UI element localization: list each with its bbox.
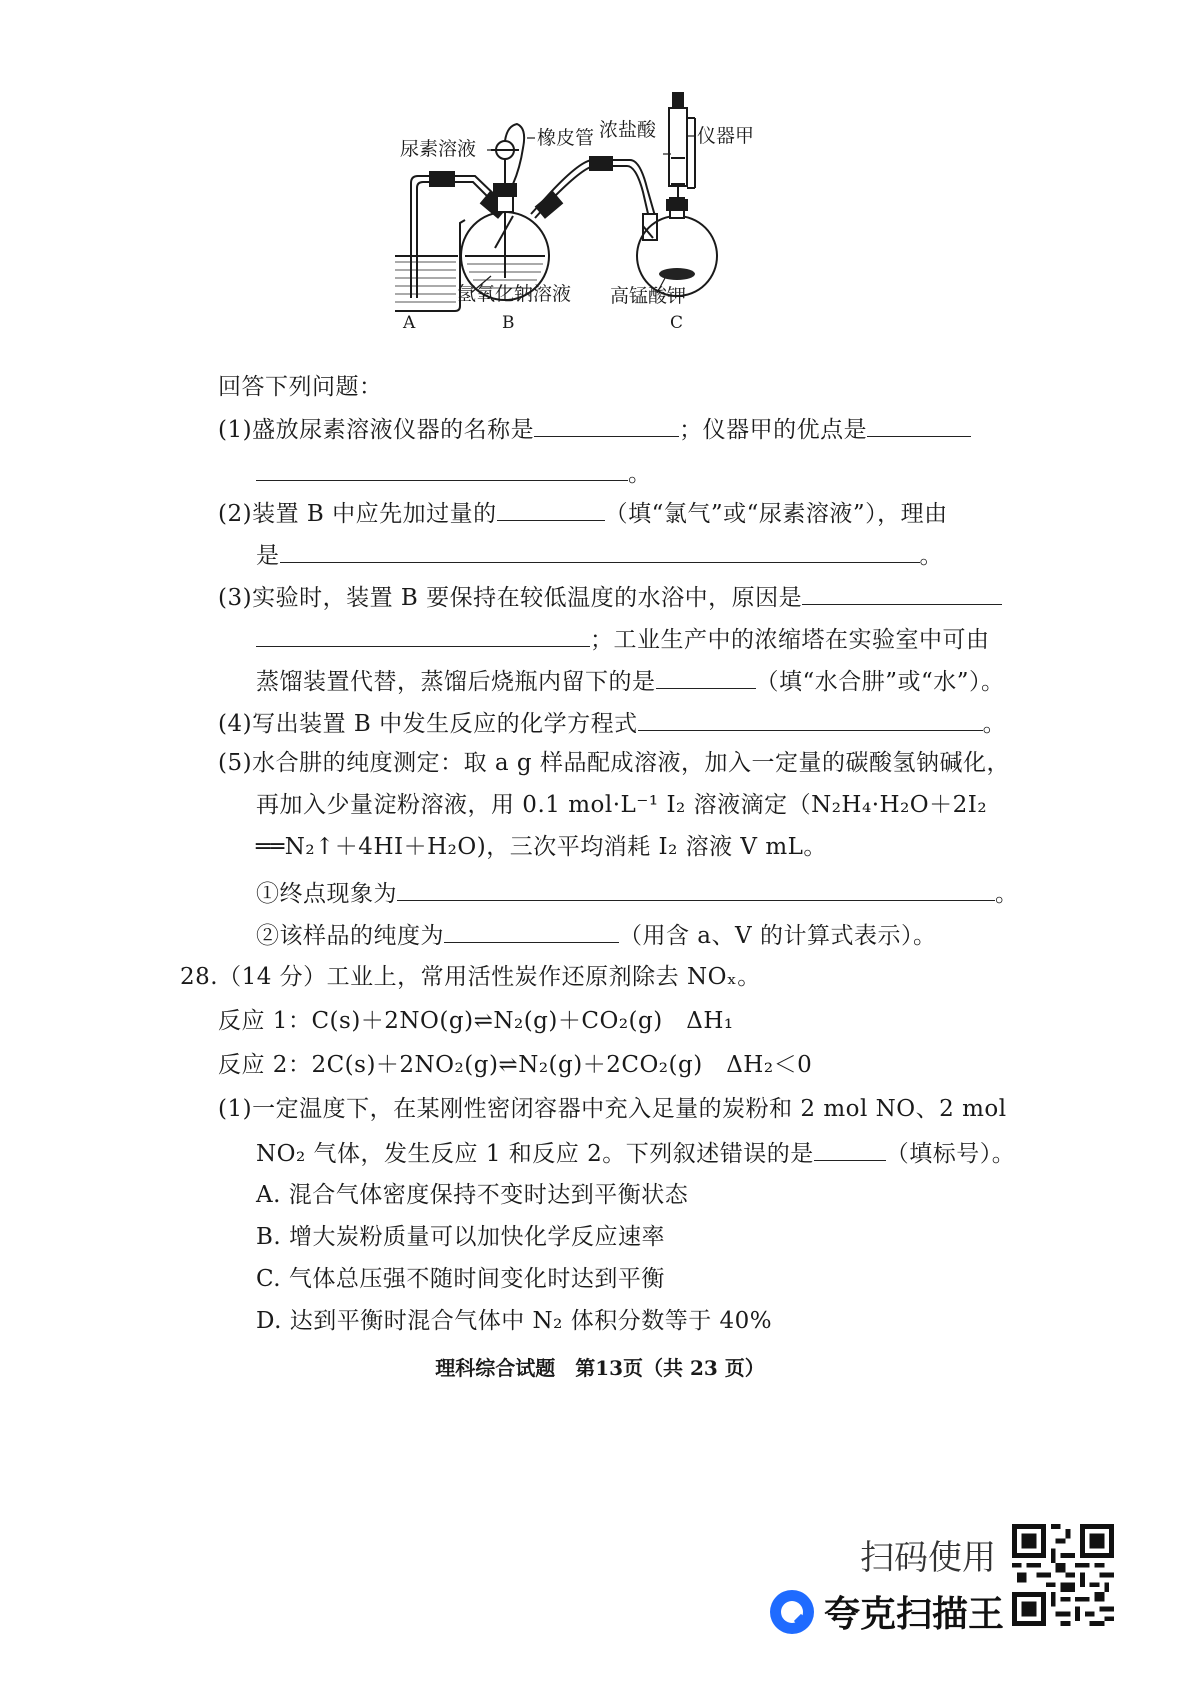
q1-text-a: (1)盛放尿素溶液仪器的名称是 xyxy=(218,417,535,443)
question-4 xyxy=(218,706,1006,739)
answer-blank[interactable] xyxy=(638,706,983,731)
answer-blank[interactable] xyxy=(656,664,756,689)
label-instrument-a: 仪器甲 xyxy=(697,125,755,147)
q3-text-a: (3)实验时，装置 B 要保持在较低温度的水浴中，原因是 xyxy=(218,585,803,611)
reaction-1: 反应 1：C(s)＋2NO(g)⇌N₂(g)＋CO₂(g) ΔH₁ xyxy=(218,1008,734,1034)
answer-blank[interactable] xyxy=(397,876,995,901)
q2-text-a: (2)装置 B 中应先加过量的 xyxy=(218,501,497,527)
question-5-cont: 再加入少量淀粉溶液，用 0.1 mol·L⁻¹ I₂ 溶液滴定（N₂H₄·H₂O＋2I₂ xyxy=(256,792,988,818)
option-c: C. 气体总压强不随时间变化时达到平衡 xyxy=(256,1266,665,1292)
q4-end: 。 xyxy=(982,711,1007,737)
question-2 xyxy=(218,496,948,529)
q28-1-end: （填标号）。 xyxy=(885,1141,1016,1167)
scanner-brand xyxy=(770,1586,1004,1637)
q3-text-c: 蒸馏装置代替，蒸馏后烧瓶内留下的是 xyxy=(256,669,656,695)
answer-blank[interactable] xyxy=(534,412,679,437)
answer-blank[interactable] xyxy=(280,538,920,563)
option-b: B. 增大炭粉质量可以加快化学反应速率 xyxy=(256,1224,666,1250)
q5-2-text: ②该样品的纯度为 xyxy=(256,923,444,949)
q4-text-a: (4)写出装置 B 中发生反应的化学方程式 xyxy=(218,711,638,737)
scan-to-use-label: 扫码使用 xyxy=(860,1538,996,1578)
beaker-a-liquid xyxy=(395,262,456,302)
label-conc-hcl: 浓盐酸 xyxy=(599,119,657,141)
question-1 xyxy=(218,412,971,445)
q3-text-b: ；工业生产中的浓缩塔在实验室中可由 xyxy=(590,627,990,653)
question-28-heading: 28.（14 分）工业上，常用活性炭作还原剂除去 NOₓ。 xyxy=(180,964,761,990)
label-c: C xyxy=(670,313,684,333)
tube-b-c xyxy=(495,157,657,248)
q28-1-text: NO₂ 气体，发生反应 1 和反应 2。下列叙述错误的是 xyxy=(256,1141,814,1167)
label-kmno4: 高锰酸钾 xyxy=(610,285,687,307)
q5-1-end: 。 xyxy=(995,881,1019,907)
question-1-cont xyxy=(256,456,652,489)
q5-1-text: ①终点现象为 xyxy=(256,881,397,907)
q2-text-c: 是 xyxy=(256,543,280,569)
label-naoh: 氢氧化钠溶液 xyxy=(457,283,572,305)
question-3-cont2 xyxy=(256,664,1005,697)
qr-code-icon[interactable] xyxy=(1012,1524,1114,1626)
flask-c xyxy=(637,198,717,296)
option-d: D. 达到平衡时混合气体中 N₂ 体积分数等于 40% xyxy=(256,1308,773,1334)
q3-text-d: （填“水合肼”或“水”）。 xyxy=(755,669,1005,695)
tube-a-b xyxy=(411,172,507,298)
instrument-a-funnel xyxy=(669,93,695,200)
question-3 xyxy=(218,580,1002,613)
label-urea: 尿素溶液 xyxy=(400,138,477,160)
label-b: B xyxy=(502,313,515,333)
question-5-cont2: ══N₂↑＋4HI＋H₂O)，三次平均消耗 I₂ 溶液 V mL。 xyxy=(256,834,827,860)
label-rubber-tube: 橡皮管 xyxy=(537,127,595,149)
answer-blank[interactable] xyxy=(802,580,1002,605)
brand-logo-icon xyxy=(770,1590,814,1634)
question-5-part1 xyxy=(256,876,1019,909)
q1-text-b: ；仪器甲的优点是 xyxy=(679,417,868,443)
apparatus-diagram xyxy=(395,88,775,338)
page-footer: 理科综合试题 第13页（共 23 页） xyxy=(435,1356,765,1380)
q2-text-b: （填“氯气”或“尿素溶液”），理由 xyxy=(604,501,948,527)
q1-end: 。 xyxy=(628,461,652,487)
q5-2-end: （用含 a、V 的计算式表示）。 xyxy=(619,923,937,949)
q2-end: 。 xyxy=(919,543,943,569)
question-5-part2 xyxy=(256,918,936,951)
beaker-a xyxy=(395,220,465,311)
answer-blank[interactable] xyxy=(497,496,605,521)
reaction-2: 反应 2：2C(s)＋2NO₂(g)⇌N₂(g)＋2CO₂(g) ΔH₂＜0 xyxy=(218,1052,813,1078)
question-2-cont xyxy=(256,538,943,571)
answer-blank[interactable] xyxy=(444,918,619,943)
answer-blank[interactable] xyxy=(256,622,590,647)
answer-blank[interactable] xyxy=(867,412,971,437)
question-5: (5)水合肼的纯度测定：取 a g 样品配成溶液，加入一定量的碳酸氢钠碱化， xyxy=(218,750,1010,776)
answer-blank[interactable] xyxy=(814,1136,886,1161)
answer-blank[interactable] xyxy=(256,456,628,481)
question-3-cont xyxy=(256,622,990,655)
question-28-1-cont xyxy=(256,1136,1015,1169)
label-a: A xyxy=(403,313,416,333)
instructions-line: 回答下列问题： xyxy=(218,374,383,400)
question-28-1: (1)一定温度下，在某刚性密闭容器中充入足量的炭粉和 2 mol NO、2 mol xyxy=(218,1096,1007,1122)
option-a: A. 混合气体密度保持不变时达到平衡状态 xyxy=(256,1182,689,1208)
brand-name: 夸克扫描王 xyxy=(824,1594,1005,1635)
